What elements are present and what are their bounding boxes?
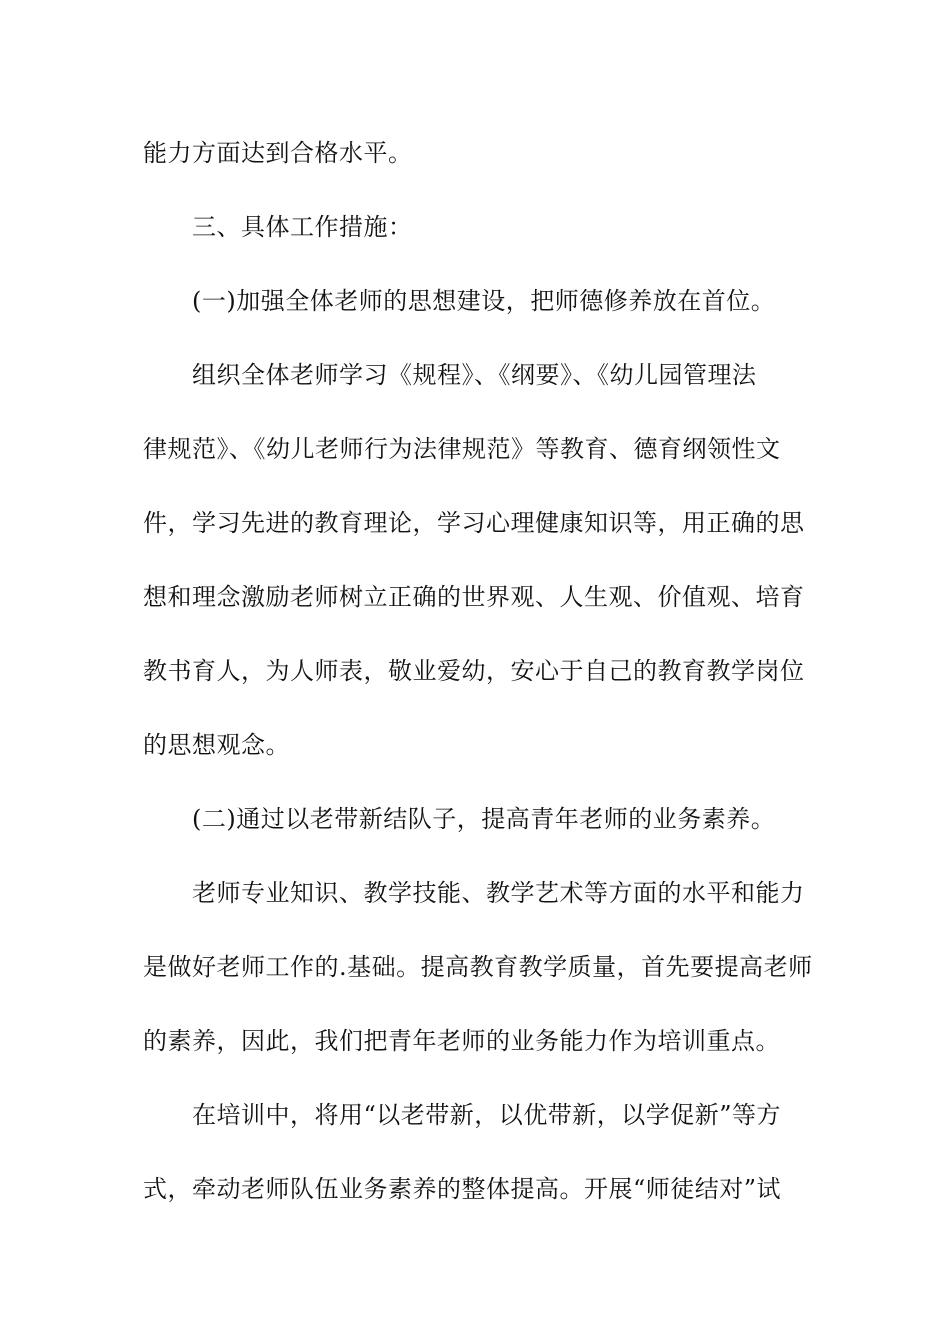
paragraph-2-line-1: 老师专业知识、教学技能、教学艺术等方面的水平和能力: [192, 879, 805, 907]
paragraph-1-line-3: 件，学习先进的教育理论，学习心理健康知识等，用正确的思: [143, 509, 805, 537]
subsection-heading-1: (一)加强全体老师的思想建设，把师德修养放在首位。: [192, 287, 776, 315]
text-line-1: 能力方面达到合格水平。: [143, 139, 413, 167]
paragraph-1-line-5: 教书育人，为人师表，敬业爱幼，安心于自己的教育教学岗位: [143, 657, 805, 685]
paragraph-1-line-4: 想和理念激励老师树立正确的世界观、人生观、价值观、培育: [143, 583, 805, 611]
paragraph-3-line-1: 在培训中，将用“以老带新，以优带新，以学促新”等方: [192, 1101, 782, 1129]
paragraph-1-line-2: 律规范》、《幼儿老师行为法律规范》等教育、德育纲领性文: [143, 435, 781, 463]
paragraph-1-line-1: 组织全体老师学习《规程》、《纲要》、《幼儿园管理法: [192, 361, 757, 389]
paragraph-2-line-3: 的素养，因此，我们把青年老师的业务能力作为培训重点。: [143, 1027, 780, 1055]
paragraph-3-line-2: 式，牵动老师队伍业务素养的整体提高。开展“师徒结对”试: [143, 1175, 782, 1203]
paragraph-2-line-2: 是做好老师工作的.基础。提高教育教学质量，首先要提高老师: [143, 953, 813, 981]
paragraph-1-line-6: 的思想观念。: [143, 731, 290, 759]
section-heading-3: 三、具体工作措施：: [192, 213, 413, 241]
subsection-heading-2: (二)通过以老带新结队子，提高青年老师的业务素养。: [192, 805, 776, 833]
